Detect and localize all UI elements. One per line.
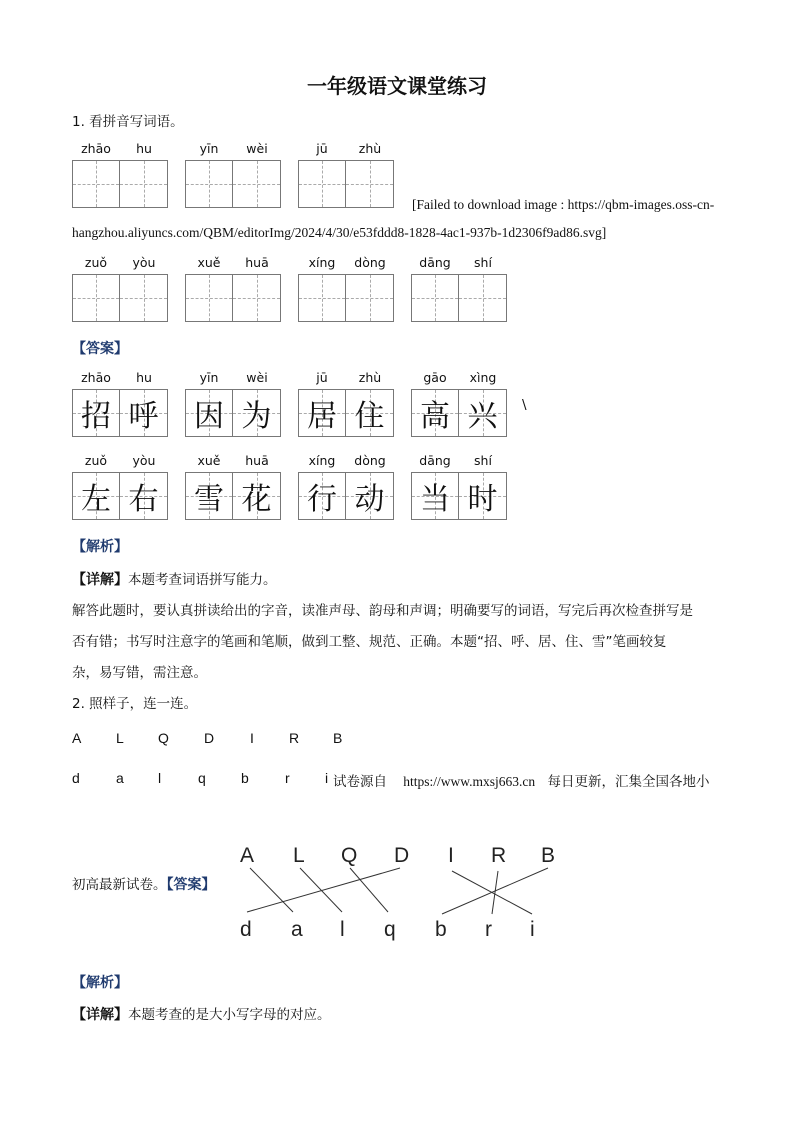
pinyin-label: jū (316, 141, 328, 156)
word-group (72, 453, 168, 520)
word-group (411, 453, 507, 520)
source-suffix: 每日更新，汇集全国各地小 (547, 774, 710, 790)
answer-cell (459, 389, 507, 437)
word-group (185, 255, 281, 322)
answer-character: 住 (354, 399, 385, 434)
pinyin-label: zhāo (81, 141, 111, 156)
pinyin-label: xuě (197, 255, 221, 270)
source-prefix: 试卷源自 (333, 774, 387, 790)
answer-cell (72, 472, 120, 520)
writing-cell[interactable] (459, 274, 507, 322)
diagram-lower-r: r (485, 918, 492, 941)
explain-line-2: 否有错；书写时注意字的笔画和笔顺，做到工整、规范、正确。本题“招、呼、居、住、雪”笔画较复 (72, 634, 667, 650)
pinyin-label: xuě (197, 453, 221, 468)
lower-letter: q (198, 770, 206, 786)
question-1-prompt: 1. 看拼音写词语。 (72, 114, 184, 130)
answer-cell (411, 472, 459, 520)
writing-cell[interactable] (120, 160, 168, 208)
word-group (72, 255, 168, 322)
detail-text-1: 本题考查词语拼写能力。 (128, 572, 277, 588)
answer-cell (72, 389, 120, 437)
answer-character: 左 (81, 482, 111, 517)
lower-letter: a (116, 770, 124, 786)
upper-letter: A (72, 730, 82, 746)
upper-letter: Q (158, 730, 169, 746)
answer-character: 行 (307, 482, 337, 517)
diagram-upper-R: R (491, 844, 507, 867)
pinyin-label: yòu (132, 453, 156, 468)
tian-grid (185, 472, 281, 520)
match-line-B-b (442, 868, 548, 914)
answer-character: 花 (241, 482, 272, 517)
source-line (333, 770, 709, 790)
explain-line-3: 杂，易写错，需注意。 (72, 665, 207, 681)
detail-line-2 (72, 1003, 331, 1024)
writing-cell[interactable] (298, 274, 346, 322)
writing-cell[interactable] (411, 274, 459, 322)
writing-cell[interactable] (298, 160, 346, 208)
answer-cell (459, 472, 507, 520)
diagram-lower-b: b (435, 918, 447, 941)
writing-cell[interactable] (72, 160, 120, 208)
word-group (411, 370, 507, 437)
tian-grid[interactable] (72, 160, 168, 208)
match-line-Q-q (350, 868, 388, 912)
tian-grid (72, 472, 168, 520)
match-line-L-l (300, 868, 342, 912)
match-line-D-d (247, 868, 400, 912)
writing-cell[interactable] (346, 160, 394, 208)
lower-letter: i (325, 770, 329, 786)
answer-character: 动 (354, 482, 385, 517)
answer-cell (120, 389, 168, 437)
diagram-lower-l: l (340, 918, 345, 941)
failed-image-text-1: [Failed to download image : https://qbm-images.oss-cn- (412, 197, 715, 212)
pinyin-label: xíng (308, 255, 336, 270)
writing-cell[interactable] (233, 274, 281, 322)
pinyin-label: zhù (358, 370, 382, 385)
matching-diagram (230, 838, 570, 948)
answer-character: 右 (128, 482, 159, 517)
pinyin-label: xìng (469, 370, 497, 385)
upper-letter: L (116, 730, 124, 746)
pinyin-label: zhù (358, 141, 382, 156)
answer-character: 居 (307, 399, 337, 434)
pinyin-label: jū (316, 370, 328, 385)
pinyin-label: hu (136, 370, 152, 385)
detail-tag-1: 【详解】 (72, 572, 128, 588)
detail-line-1 (72, 568, 277, 589)
pinyin-label: wèi (246, 370, 268, 385)
answer-tag-2: 【答案】 (166, 877, 216, 893)
diagram-upper-D: D (394, 844, 410, 867)
answer-character: 时 (467, 482, 498, 517)
diagram-lower-i: i (530, 918, 535, 941)
tian-grid[interactable] (185, 160, 281, 208)
pinyin-label: xíng (308, 453, 336, 468)
answer-cell (298, 389, 346, 437)
pinyin-label: huā (245, 453, 269, 468)
pinyin-label: yòu (132, 255, 156, 270)
pinyin-label: hu (136, 141, 152, 156)
answer-cell (411, 389, 459, 437)
writing-cell[interactable] (120, 274, 168, 322)
tian-grid[interactable] (298, 160, 394, 208)
word-group (298, 141, 394, 208)
stray-mark: \ (522, 397, 527, 413)
tian-grid (411, 389, 507, 437)
pinyin-label: zuǒ (84, 453, 108, 468)
answer-character: 呼 (128, 399, 159, 434)
diagram-upper-I: I (448, 844, 454, 867)
writing-cell[interactable] (185, 274, 233, 322)
source-line-2-text: 初高最新试卷。 (72, 877, 167, 893)
analysis-tag-1: 【解析】 (72, 539, 128, 555)
writing-cell[interactable] (72, 274, 120, 322)
pinyin-label: yīn (199, 141, 219, 156)
lower-letter: b (241, 770, 249, 786)
diagram-lower-d: d (240, 918, 252, 941)
page-title: 一年级语文课堂练习 (307, 74, 487, 98)
lower-letter: d (72, 770, 80, 786)
detail-text-2: 本题考查的是大小写字母的对应。 (128, 1007, 331, 1023)
diagram-upper-B: B (541, 844, 556, 867)
answer-character: 为 (241, 399, 272, 434)
pinyin-label: dāng (419, 255, 451, 270)
word-group (298, 370, 394, 437)
answer-character: 兴 (467, 399, 498, 434)
pinyin-label: zuǒ (84, 255, 108, 270)
answer-cell (233, 389, 281, 437)
diagram-upper-L: L (293, 844, 305, 867)
tian-grid[interactable] (411, 274, 507, 322)
word-group (72, 141, 168, 208)
pinyin-label: zhāo (81, 370, 111, 385)
detail-tag-2: 【详解】 (72, 1007, 128, 1023)
answer-character: 因 (194, 399, 224, 434)
writing-cell[interactable] (233, 160, 281, 208)
diagram-lower-a: a (291, 918, 303, 941)
upper-letter: D (204, 730, 215, 746)
answer-tag-1: 【答案】 (72, 341, 128, 357)
tian-grid[interactable] (185, 274, 281, 322)
word-group (298, 255, 394, 322)
pinyin-label: dòng (354, 453, 386, 468)
pinyin-label: shí (474, 255, 492, 270)
lower-letter: r (285, 770, 290, 786)
pinyin-label: dāng (419, 453, 451, 468)
word-group (72, 370, 168, 437)
pinyin-label: dòng (354, 255, 386, 270)
answer-character: 招 (81, 399, 111, 434)
question-2-prompt: 2. 照样子，连一连。 (72, 696, 198, 712)
lower-letter: l (158, 770, 162, 786)
explain-line-1: 解答此题时，要认真拼读给出的字音，读准声母、韵母和声调；明确要写的词语，写完后再次检查拼写是 (72, 603, 693, 619)
pinyin-label: yīn (199, 370, 219, 385)
answer-cell (346, 472, 394, 520)
tian-grid (298, 472, 394, 520)
tian-grid[interactable] (72, 274, 168, 322)
diagram-upper-Q: Q (341, 844, 358, 867)
answer-cell (298, 472, 346, 520)
pinyin-label: huā (245, 255, 269, 270)
writing-cell[interactable] (185, 160, 233, 208)
answer-cell (346, 389, 394, 437)
word-group (185, 141, 281, 208)
pinyin-label: gāo (423, 370, 447, 385)
upper-letter: R (289, 730, 300, 746)
diagram-lower-q: q (384, 918, 396, 941)
analysis-tag-2: 【解析】 (72, 975, 128, 991)
answer-character: 雪 (194, 482, 224, 517)
word-group (298, 453, 394, 520)
pinyin-label: shí (474, 453, 492, 468)
tian-grid[interactable] (298, 274, 394, 322)
answer-character: 高 (420, 399, 450, 434)
writing-cell[interactable] (346, 274, 394, 322)
source-url[interactable]: https://www.mxsj663.cn (403, 774, 536, 789)
answer-cell (185, 389, 233, 437)
answer-cell (120, 472, 168, 520)
diagram-upper-A: A (240, 844, 255, 867)
upper-letter: I (250, 730, 254, 746)
word-group (185, 370, 281, 437)
pinyin-label: wèi (246, 141, 268, 156)
answer-cell (185, 472, 233, 520)
source-line-2 (72, 873, 216, 894)
word-group (185, 453, 281, 520)
tian-grid (185, 389, 281, 437)
tian-grid (298, 389, 394, 437)
upper-letter: B (333, 730, 343, 746)
failed-image-text-2: hangzhou.aliyuncs.com/QBM/editorImg/2024/4/30/e53fddd8-1828-4ac1-937b-1d2306f9ad86.svg] (72, 225, 607, 240)
answer-cell (233, 472, 281, 520)
tian-grid (411, 472, 507, 520)
answer-character: 当 (420, 482, 450, 517)
word-group (411, 255, 507, 322)
tian-grid (72, 389, 168, 437)
